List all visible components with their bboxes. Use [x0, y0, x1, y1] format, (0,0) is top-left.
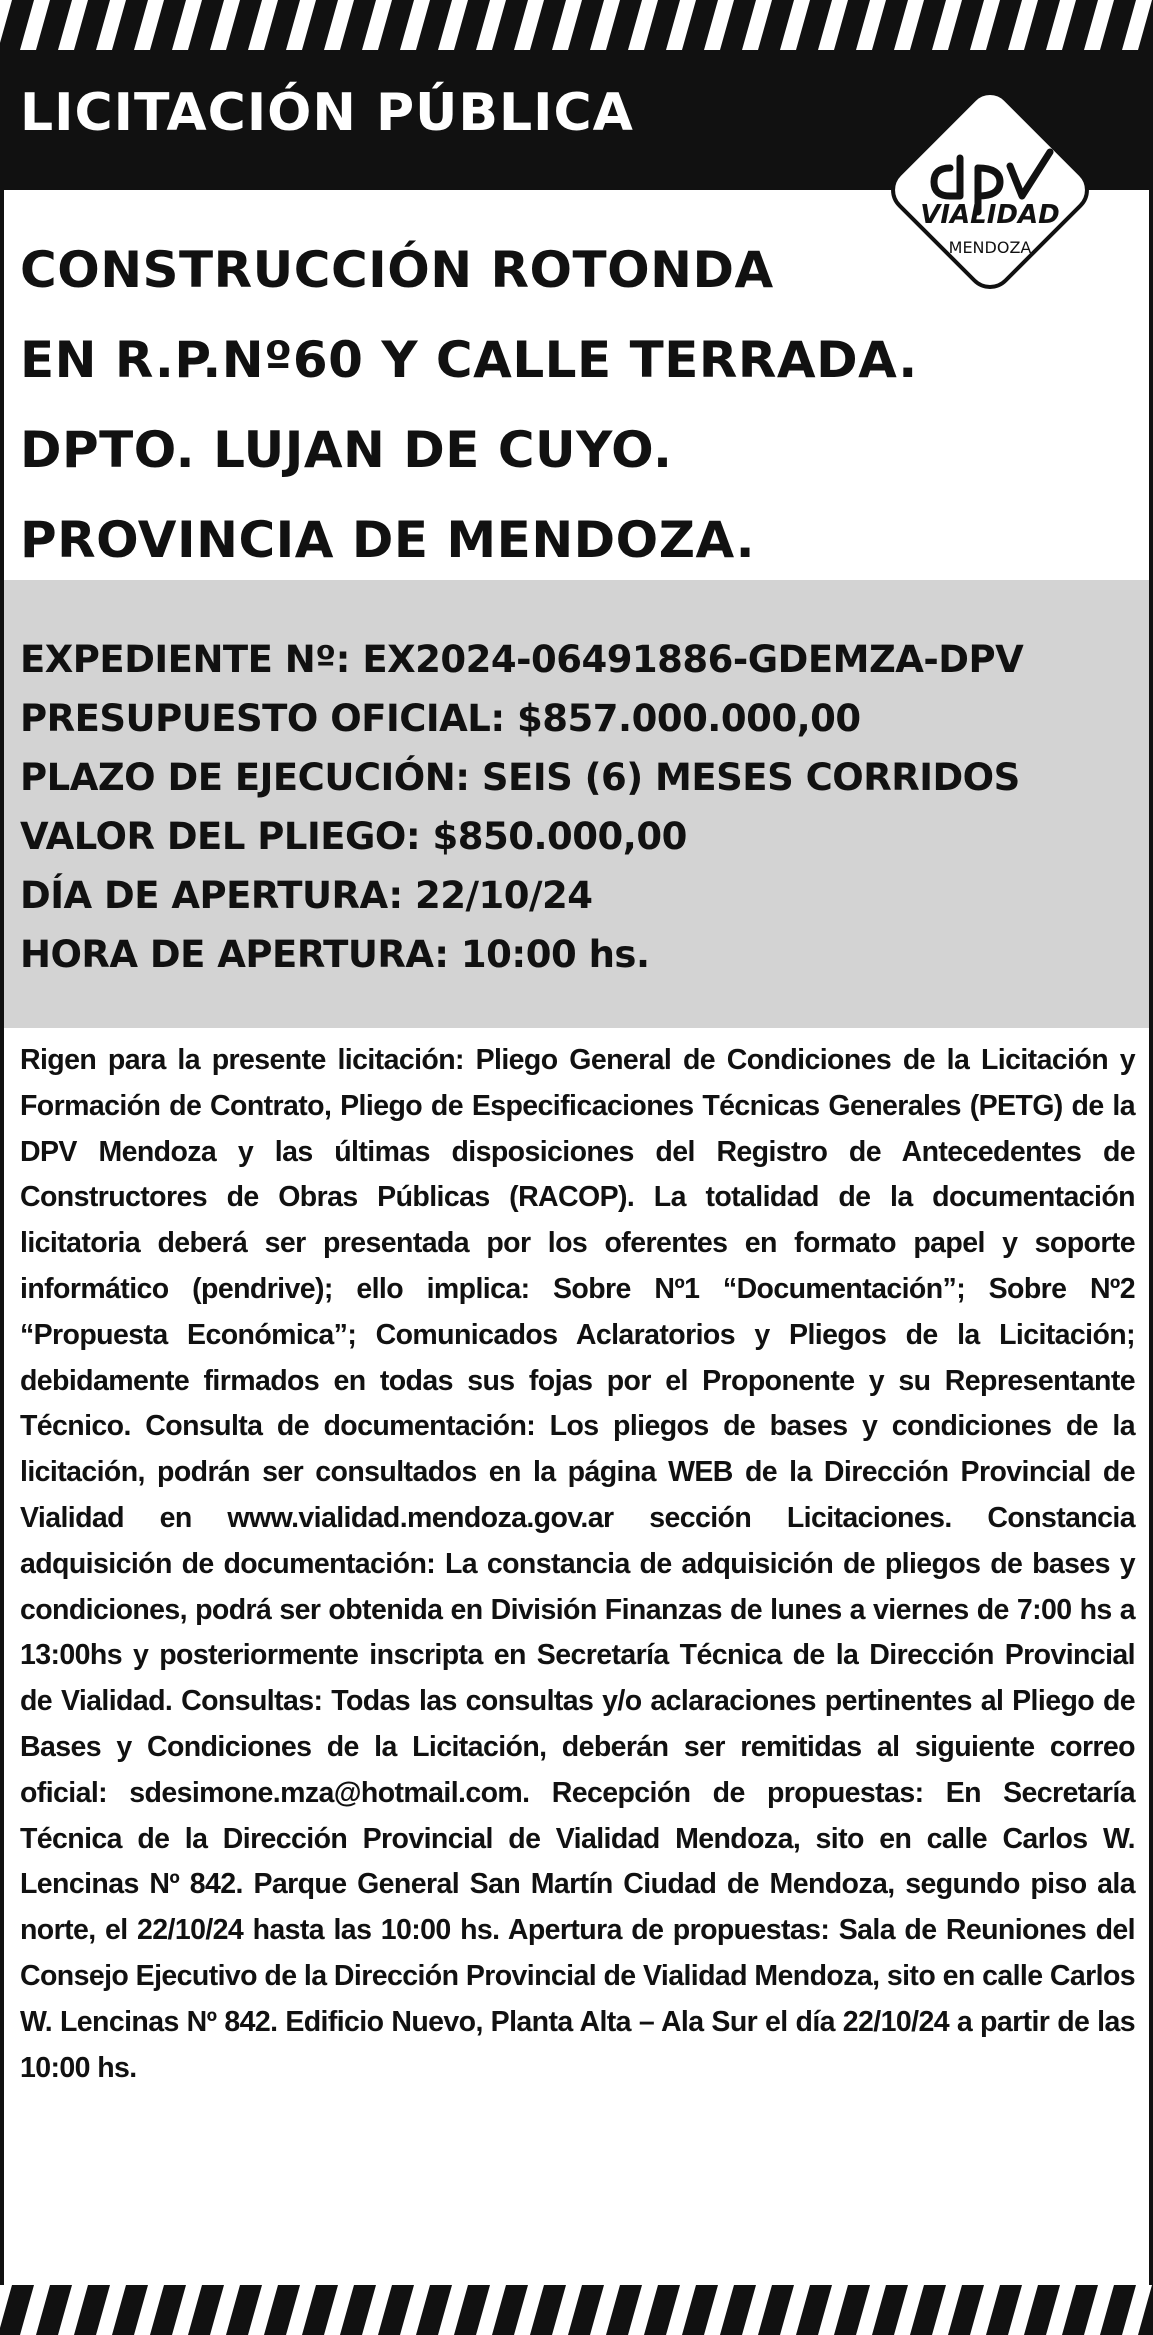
- tender-body-text: Rigen para la presente licitación: Pliego General de Condiciones de la Licitación y Formación de Contrato, Pliego de Especificaciones Técnicas Generales (PETG) de la DPV Mendoza y las últimas disposiciones del Registro de Antecedentes de Constructores de Obras Públicas (RACOP). La totalidad de la documentación licitatoria deberá ser presentada por los oferentes en formato papel y soporte informático (pendrive); ello implica: Sobre Nº1 “Documentación”; Sobre Nº2 “Propuesta Económica”; Comunicados Aclaratorios y Pliegos de la Licitación; debidamente firmados en todas sus fojas por el Proponente y su Representante Técnico. Consulta de documentación: Los pliegos de bases y condiciones de la licitación, podrán ser consultados en la página WEB de la Dirección Provincial de Vialidad en www.vialidad.mendoza.gov.ar sección Licitaciones. Constancia adquisición de documentación: La constancia de adquisición de pliegos de bases y condiciones, podrá ser obtenida en División Finanzas de lunes a viernes de 7:00 hs a 13:00hs y posteriormente inscripta en Secretaría Técnica de la Dirección Provincial de Vialidad. Consultas: Todas las consultas y/o aclaraciones pertinentes al Pliego de Bases y Condiciones de la Licitación, deberán ser remitidas al siguiente correo oficial: sdesimone.mza@hotmail.com. Recepción de propuestas: En Secretaría Técnica de la Dirección Provincial de Vialidad Mendoza, sito en calle Carlos W. Lencinas Nº 842. Parque General San Martín Ciudad de Mendoza, segundo piso ala norte, el 22/10/24 hasta las 10:00 hs. Apertura de propuestas: Sala de Reuniones del Consejo Ejecutivo de la Dirección Provincial de Vialidad Mendoza, sito en calle Carlos W. Lencinas Nº 842. Edificio Nuevo, Planta Alta – Ala Sur el día 22/10/24 a partir de las 10:00 hs.: [20, 1044, 1135, 2084]
- term-line: PLAZO DE EJECUCIÓN: SEIS (6) MESES CORRIDOS: [20, 756, 1020, 799]
- hazard-stripe: [682, 0, 718, 50]
- hazard-stripe: [74, 0, 110, 50]
- hazard-stripe: [872, 0, 908, 50]
- hazard-stripe: [644, 0, 680, 50]
- hazard-stripe: [340, 2285, 376, 2335]
- hazard-stripe: [378, 0, 414, 50]
- hazard-stripe: [720, 0, 756, 50]
- hazard-stripe: [74, 2285, 110, 2335]
- hazard-stripe: [910, 2285, 946, 2335]
- hazard-stripe: [150, 2285, 186, 2335]
- hazard-stripe: [112, 2285, 148, 2335]
- hazard-stripe: [416, 0, 452, 50]
- opening-date-line: DÍA DE APERTURA: 22/10/24: [20, 874, 593, 917]
- document-price-line: VALOR DEL PLIEGO: $850.000,00: [20, 815, 687, 858]
- hazard-stripe: [226, 2285, 262, 2335]
- title-line: CONSTRUCCIÓN ROTONDA: [20, 241, 774, 299]
- hazard-stripe: [0, 0, 34, 50]
- title-line: DPTO. LUJAN DE CUYO.: [20, 421, 673, 479]
- header-title: LICITACIÓN PÚBLICA: [20, 83, 634, 143]
- hazard-stripe: [568, 2285, 604, 2335]
- hazard-stripe: [530, 0, 566, 50]
- hazard-stripe: [0, 2285, 34, 2335]
- hazard-stripe: [758, 2285, 794, 2335]
- hazard-stripe: [910, 0, 946, 50]
- hazard-stripe: [720, 2285, 756, 2335]
- hazard-stripe: [530, 2285, 566, 2335]
- hazard-stripe: [796, 2285, 832, 2335]
- hazard-stripe: [264, 2285, 300, 2335]
- budget-line: PRESUPUESTO OFICIAL: $857.000.000,00: [20, 697, 861, 740]
- hazard-stripe: [872, 2285, 908, 2335]
- hazard-stripe: [1024, 2285, 1060, 2335]
- hazard-stripe: [112, 0, 148, 50]
- hazard-stripe: [1138, 0, 1153, 50]
- hazard-stripe: [644, 2285, 680, 2335]
- hazard-stripe: [834, 2285, 870, 2335]
- hazard-stripe: [948, 0, 984, 50]
- hazard-stripe: [1062, 2285, 1098, 2335]
- hazard-stripe: [834, 0, 870, 50]
- hazard-stripe: [606, 2285, 642, 2335]
- hazard-stripe: [568, 0, 604, 50]
- hazard-stripe: [682, 2285, 718, 2335]
- tender-title: [20, 225, 918, 585]
- hazard-stripe: [1138, 2285, 1153, 2335]
- hazard-stripe: [188, 2285, 224, 2335]
- hazard-stripe: [986, 0, 1022, 50]
- hazard-stripe: [36, 2285, 72, 2335]
- hazard-stripe: [1100, 0, 1136, 50]
- hazard-stripe: [36, 0, 72, 50]
- tender-details: [20, 630, 1130, 984]
- hazard-stripe: [492, 0, 528, 50]
- bottom-hazard-stripes: [0, 2285, 1153, 2335]
- top-hazard-stripes: [0, 0, 1153, 50]
- logo-subtitle: MENDOZA: [948, 238, 1032, 257]
- hazard-stripe: [454, 2285, 490, 2335]
- hazard-stripe: [1100, 2285, 1136, 2335]
- hazard-stripe: [986, 2285, 1022, 2335]
- hazard-stripe: [340, 0, 376, 50]
- title-line: PROVINCIA DE MENDOZA.: [20, 511, 756, 569]
- hazard-stripe: [606, 0, 642, 50]
- hazard-stripe: [758, 0, 794, 50]
- hazard-stripe: [188, 0, 224, 50]
- hazard-stripe: [454, 0, 490, 50]
- dpv-logo-icon: [860, 60, 1120, 320]
- hazard-stripe: [492, 2285, 528, 2335]
- hazard-stripe: [416, 2285, 452, 2335]
- hazard-stripe: [264, 0, 300, 50]
- hazard-stripe: [378, 2285, 414, 2335]
- opening-time-line: HORA DE APERTURA: 10:00 hs.: [20, 933, 650, 976]
- logo-name: VIALIDAD: [920, 200, 1060, 230]
- hazard-stripe: [796, 0, 832, 50]
- hazard-stripe: [1024, 0, 1060, 50]
- hazard-stripe: [150, 0, 186, 50]
- hazard-stripe: [1062, 0, 1098, 50]
- hazard-stripe: [302, 0, 338, 50]
- hazard-stripe: [226, 0, 262, 50]
- expediente-line: EXPEDIENTE Nº: EX2024-06491886-GDEMZA-DPV: [20, 638, 1024, 681]
- title-line: EN R.P.Nº60 Y CALLE TERRADA.: [20, 331, 918, 389]
- hazard-stripe: [948, 2285, 984, 2335]
- hazard-stripe: [302, 2285, 338, 2335]
